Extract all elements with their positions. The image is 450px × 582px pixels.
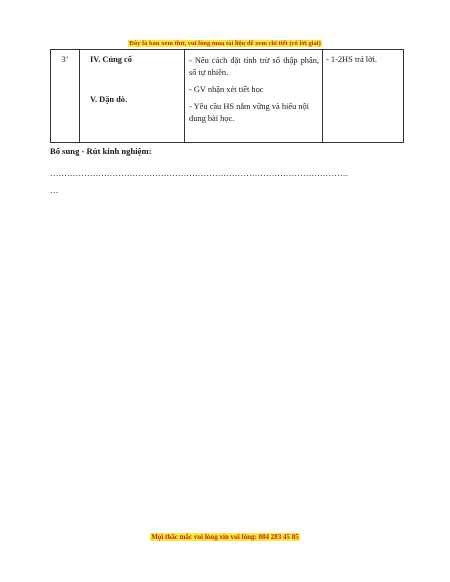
notes-heading: Bổ sung - Rút kinh nghiệm: <box>50 146 152 156</box>
time-cell: 3’ <box>51 50 80 143</box>
step-title-assignment: V. Dặn dò. <box>90 95 128 104</box>
table-row <box>51 50 404 143</box>
student-activity-cell: - 1-2HS trả lời. <box>323 50 404 143</box>
teacher-activity-item: - Yêu cầu HS nắm vững và hiểu nội dung bài học. <box>189 102 310 123</box>
teacher-activity-item: - Nêu cách đặt tính trừ số thập phân, số tự nhiên. <box>189 56 319 77</box>
contact-text: Mọi thắc mắc vui lòng xin vui lòng: 084 283 45 85 <box>151 533 299 541</box>
notes-dotted-line: …………………………………………………………………………………………… <box>50 169 349 178</box>
steps-cell <box>80 50 185 143</box>
preview-notice-banner <box>0 40 450 47</box>
lesson-activities-table <box>50 49 404 143</box>
teacher-activity-item: - GV nhận xét tiết học <box>189 85 264 94</box>
contact-footer <box>0 533 450 541</box>
preview-notice-text: Đây là bản xem thử, vui lòng mua tài liệu để xem chi tiết (có lời giải) <box>129 40 321 47</box>
notes-dotted-tail: … <box>50 186 59 195</box>
step-title-consolidation: IV. Củng cố <box>90 55 132 64</box>
teacher-activities-cell <box>185 50 323 143</box>
